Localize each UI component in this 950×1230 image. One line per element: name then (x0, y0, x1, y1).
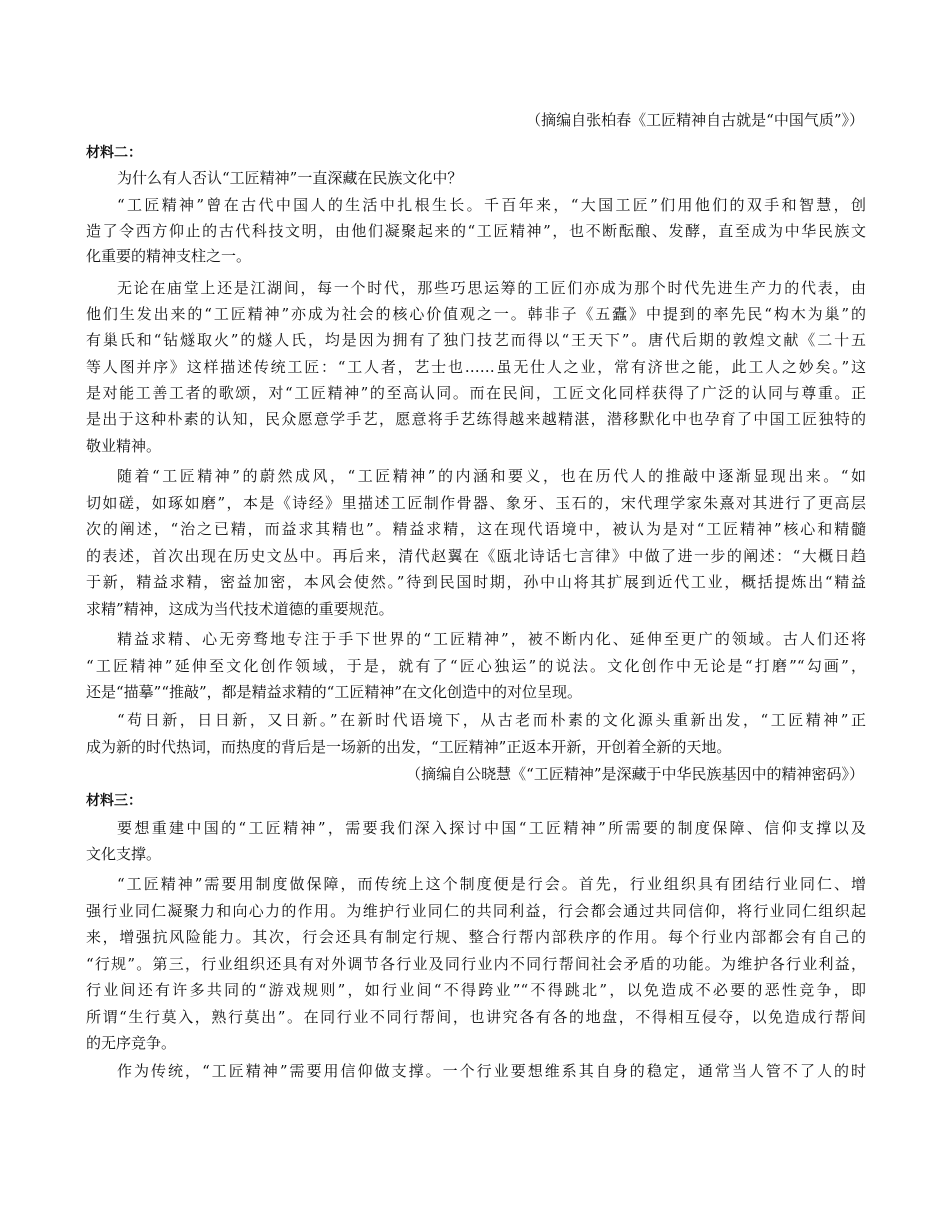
text-line: 所谓“生行莫入，熟行莫出”。在同行业不同行帮间，也讲究各有各的地盘，不得相互侵夺，以免造成行帮间 (86, 1008, 866, 1026)
text-line: 敬业精神。 (86, 437, 162, 455)
text-line: 他们生发出来的“工匠精神”亦成为社会的核心价值观之一。韩非子《五蠹》中提到的率先民“构木为巢”的 (86, 305, 866, 323)
text-line: “行规”。第三，行业组织还具有对外调节各行业及同行业内不同行帮间社会矛盾的功能。为维护各行业利益， (86, 955, 866, 973)
text-line: 切如磋，如琢如磨”，本是《诗经》里描述工匠制作骨器、象牙、玉石的，宋代理学家朱熹对其进行了更高层 (86, 494, 866, 512)
text-line: 要想重建中国的“工匠精神”，需要我们深入探讨中国“工匠精神”所需要的制度保障、信仰支撑以及 (117, 819, 866, 837)
text-line: 次的阐述，“治之已精，而益求其精也”。精益求精，这在现代语境中，被认为是对“工匠精神”核心和精髓 (86, 520, 866, 538)
text-line: 于新，精益求精，密益加密，本风会使然。”待到民国时期，孙中山将其扩展到近代工业，概括提炼出“精益 (86, 573, 866, 591)
text-line: 的表述，首次出现在历史文丛中。再后来，清代赵翼在《瓯北诗话七言律》中做了进一步的阐述：“大概日趋 (86, 547, 866, 565)
text-line: 随着“工匠精神”的蔚然成风，“工匠精神”的内涵和要义，也在历代人的推敲中逐渐显现出来。“如 (117, 467, 866, 485)
text-line: 作为传统，“工匠精神”需要用信仰做支撑。一个行业要想维系其自身的稳定，通常当人管不了人的时 (117, 1062, 866, 1080)
text-line: “工匠精神”曾在古代中国人的生活中扎根生长。千百年来，“大国工匠”们用他们的双手和智慧，创 (117, 196, 866, 214)
text-line: 无论在庙堂上还是江湖间，每一个时代，那些巧思运筹的工匠们亦成为那个时代先进生产力的代表，由 (117, 279, 866, 297)
text-line: 还是“描摹”“推敲”，都是精益求精的“工匠精神”在文化创造中的对位呈现。 (86, 683, 583, 701)
text-line: 文化支撑。 (86, 845, 162, 863)
text-line: 成为新的时代热词，而热度的背后是一场新的出发，“工匠精神”正返本开新，开创着全新的天地。 (86, 738, 732, 756)
text-line: 的无序竞争。 (86, 1034, 177, 1052)
source-citation-2: （摘编自公晓慧《“工匠精神”是深藏于中华民族基因中的精神密码》） (406, 765, 864, 783)
text-line: “工匠精神”需要用制度做保障，而传统上这个制度便是行会。首先，行业组织具有团结行业同仁、增 (117, 875, 866, 893)
text-line: 是对能工善工者的歌颂，对“工匠精神”的至高认同。而在民间，工匠文化同样获得了广泛的认同与尊重。正 (86, 384, 866, 402)
text-line: “工匠精神”延伸至文化创作领域，于是，就有了“匠心独运”的说法。文化创作中无论是“打磨”“勾画”， (86, 657, 866, 675)
text-line: “苟日新，日日新，又日新。”在新时代语境下，从古老而朴素的文化源头重新出发，“工匠精神”正 (117, 711, 866, 729)
text-line: 来，增强抗风险能力。其次，行会还具有制定行规、整合行帮内部秩序的作用。每个行业内部都会有自己的 (86, 928, 866, 946)
source-citation-1: （摘编自张柏春《工匠精神自古就是“中国气质”》） (526, 111, 864, 129)
material-3-heading: 材料三： (86, 793, 142, 809)
text-line: 行业间还有许多共同的“游戏规则”，如行业间“不得跨业”“不得跳北”，以免造成不必要的恶性竞争，即 (86, 981, 866, 999)
text-line: 造了令西方仰止的古代科技文明，由他们凝聚起来的“工匠精神”，也不断酝酿、发酵，直至成为中华民族文 (86, 222, 866, 240)
text-line: 有巢氏和“钻燧取火”的燧人氏，均是因为拥有了独门技艺而得以“王天下”。唐代后期的敦煌文献《二十五 (86, 331, 866, 349)
text-line: 是出于这种朴素的认知，民众愿意学手艺，愿意将手艺练得越来越精湛，潜移默化中也孕育了中国工匠独特的 (86, 410, 866, 428)
text-line: 强行业同仁凝聚力和向心力的作用。为维护行业同仁的共同利益，行会都会通过共同信仰，将行业同仁组织起 (86, 902, 866, 920)
text-line: 求精”精神，这成为当代技术道德的重要规范。 (86, 600, 394, 618)
text-line: 为什么有人否认“工匠精神”一直深藏在民族文化中？ (117, 169, 463, 187)
text-line: 精益求精、心无旁骛地专注于手下世界的“工匠精神”，被不断内化、延伸至更广的领域。古人们还将 (117, 630, 866, 648)
text-line: 等人图并序》这样描述传统工匠：“工人者，艺士也……虽无仕人之业，常有济世之能，此工人之妙矣。”这 (86, 358, 866, 376)
material-2-heading: 材料二： (86, 145, 142, 161)
text-line: 化重要的精神支柱之一。 (86, 247, 252, 265)
